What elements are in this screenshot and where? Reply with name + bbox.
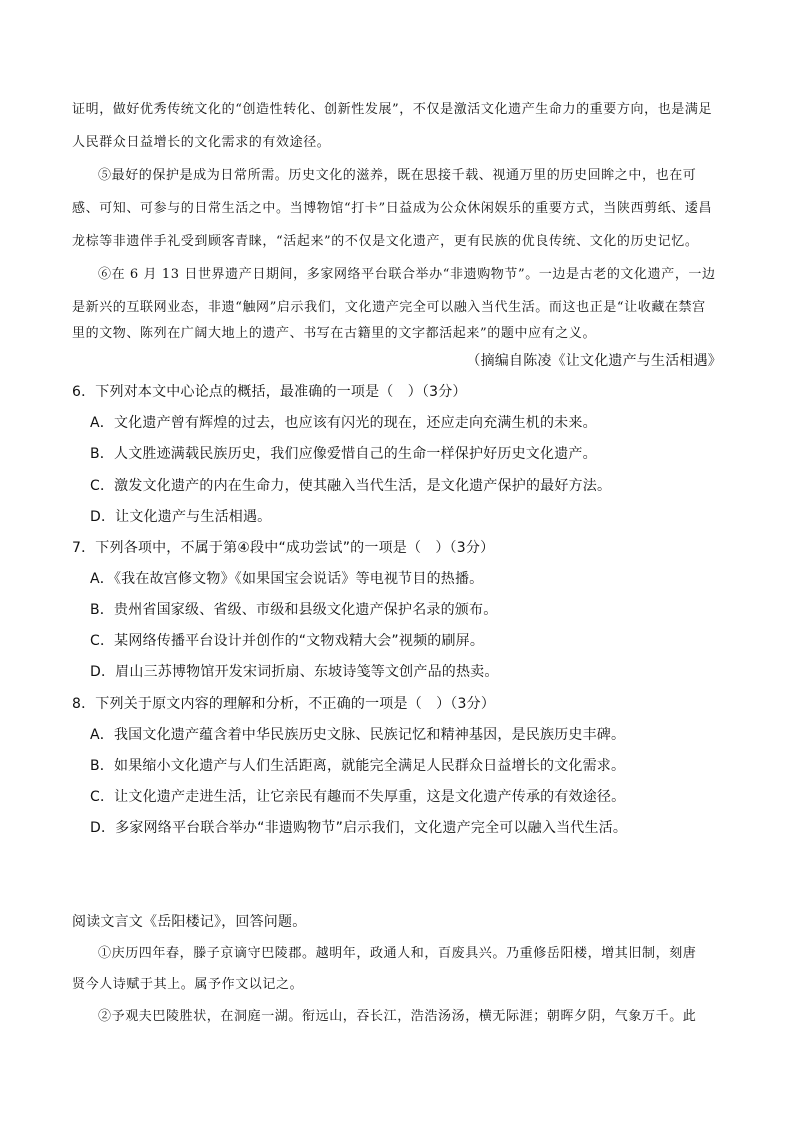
question-7-option-d: D．眉山三苏博物馆开发宋词折扇、东坡诗笺等文创产品的热卖。 (90, 664, 499, 680)
passage-line: 证明，做好优秀传统文化的“创造性转化、创新性发展”，不仅是激活文化遗产生命力的重要方向，也是满足 (72, 102, 713, 117)
question-8-option-b: B．如果缩小文化遗产与人们生活距离，就能完全满足人民群众日益增长的文化需求。 (90, 758, 626, 774)
question-7-option-c: C．某网络传播平台设计并创作的“文物戏精大会”视频的刷屏。 (90, 633, 485, 649)
question-7-option-a: A．《我在故宫修文物》《如果国宝会说话》等电视节目的热播。 (90, 571, 484, 587)
paragraph-6-line: 是新兴的互联网业态，非遗“触网”启示我们，文化遗产完全可以融入当代生活。而这也正是“让收藏在禁宫 (72, 300, 706, 315)
question-8-stem: 8．下列关于原文内容的理解和分析，不正确的一项是（ ）（3分） (72, 696, 496, 712)
question-6-stem: 6．下列对本文中心论点的概括，最准确的一项是（ ）（3分） (72, 384, 467, 400)
question-8-option-c: C．让文化遗产走进生活，让它亲民有趣而不失厚重，这是文化遗产传承的有效途径。 (90, 789, 626, 805)
question-7-stem: 7．下列各项中，不属于第④段中“成功尝试”的一项是（ ）（3分） (72, 540, 495, 556)
classical-reading-lead: 阅读文言文《岳阳楼记》，回答问题。 (72, 914, 307, 930)
paragraph-5-line: 感、可知、可参与的日常生活之中。当博物馆“打卡”日益成为公众休闲娱乐的重要方式，当陕西剪纸、逶昌 (72, 201, 713, 216)
passage-line: 人民群众日益增长的文化需求的有效途径。 (72, 135, 331, 150)
question-6-option-d: D．让文化遗产与生活相遇。 (90, 509, 272, 525)
classical-paragraph-1-line: ①庆历四年春，滕子京谪守巴陵郡。越明年，政通人和，百废具兴。乃重修岳阳楼，增其旧制，刻唐 (98, 946, 697, 961)
classical-paragraph-1-line: 贤今人诗赋于其上。属予作文以记之。 (72, 977, 304, 992)
paragraph-5-line: 龙棕等非遗伴手礼受到顾客青睐，“活起来”的不仅是文化遗产，更有民族的优良传统、文化的历史记忆。 (72, 234, 699, 249)
source-citation: （摘编自陈凌《让文化遗产与生活相遇》 (466, 353, 722, 369)
question-6-option-b: B．人文胜迹满载民族历史，我们应像爱惜自己的生命一样保护好历史文化遗产。 (90, 446, 597, 462)
classical-paragraph-2-line: ②予观夫巴陵胜状，在洞庭一湖。衔远山，吞长江，浩浩汤汤，横无际涯；朝晖夕阴，气象万千。此 (98, 1009, 697, 1024)
question-6-option-a: A．文化遗产曾有辉煌的过去，也应该有闪光的现在，还应走向充满生机的未来。 (90, 415, 597, 431)
paragraph-6-line: 里的文物、陈列在广阔大地上的遗产、书写在古籍里的文字都活起来”的题中应有之义。 (72, 326, 597, 341)
question-6-option-c: C．激发文化遗产的内在生命力，使其融入当代生活，是文化遗产保护的最好方法。 (90, 478, 612, 494)
question-8-option-a: A．我国文化遗产蕴含着中华民族历史文脉、民族记忆和精神基因，是民族历史丰碑。 (90, 727, 626, 743)
paragraph-6-line: ⑥在 6 月 13 日世界遗产日期间，多家网络平台联合举办“非遗购物节”。一边是古老的文化遗产，一边 (98, 267, 716, 282)
question-7-option-b: B．贵州省国家级、省级、市级和县级文化遗产保护名录的颁布。 (90, 602, 498, 618)
paragraph-5-line: ⑤最好的保护是成为日常所需。历史文化的滋养，既在思接千载、视通万里的历史回眸之中，也在可 (98, 168, 697, 183)
question-8-option-d: D．多家网络平台联合举办“非遗购物节”启示我们，文化遗产完全可以融入当代生活。 (90, 820, 628, 836)
